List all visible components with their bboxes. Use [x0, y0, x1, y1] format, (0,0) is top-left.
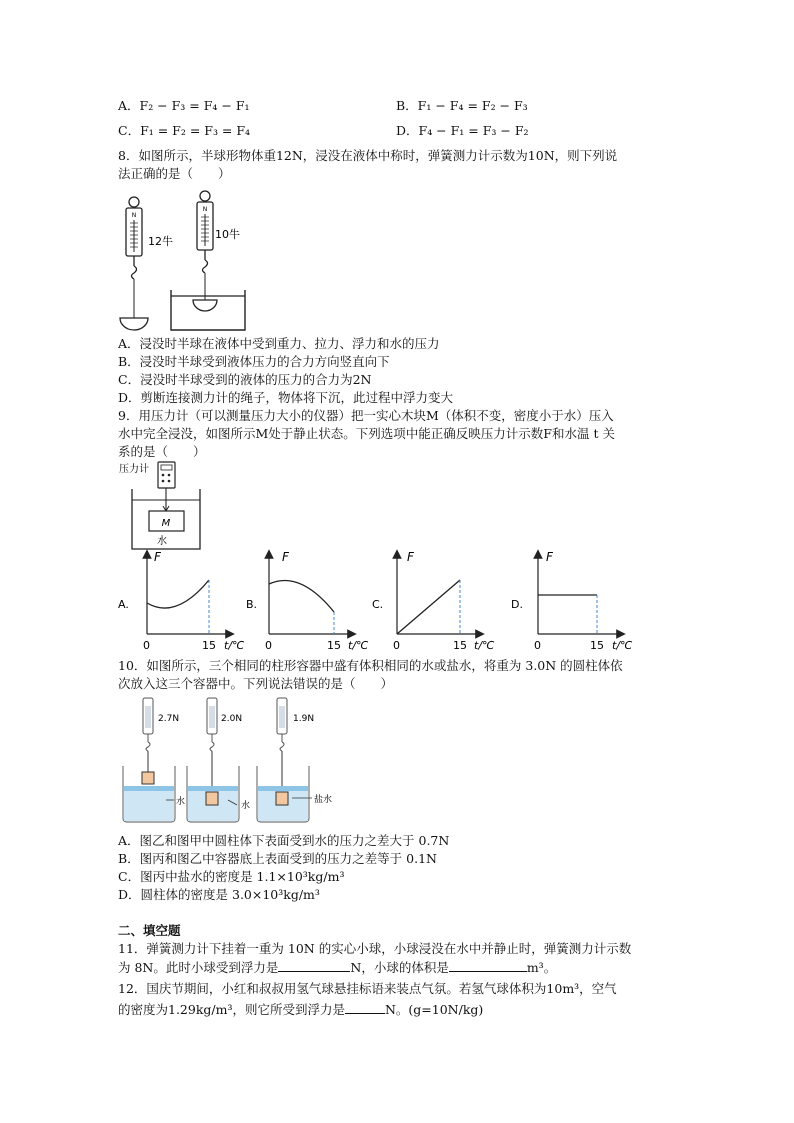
- q10-liquid-jia: 水: [176, 797, 186, 807]
- q11-blank-buoyancy[interactable]: [278, 958, 350, 972]
- q9-graph-d-tick0: 0: [534, 639, 541, 652]
- q9-stem-line1: 9．用压力计（可以测量压力大小的仪器）把一实心木块M（体积不变，密度小于水）压入: [118, 408, 614, 423]
- q8-right-label: 10牛: [215, 228, 240, 241]
- q8-option-a: A．浸没时半球在液体中受到重力、拉力、浮力和水的压力: [118, 336, 440, 351]
- q10-reading-jia: 2.7N: [158, 714, 180, 724]
- q10-liquid-bing: 盐水: [314, 795, 333, 805]
- q9-graph-d-ylabel: F: [546, 550, 553, 564]
- q9-graph-a: [118, 550, 245, 652]
- q9-graph-c-ylabel: F: [407, 550, 414, 564]
- q10-stem-line1: 10．如图所示，三个相同的柱形容器中盛有体积相同的水或盐水，将重为 3.0N 的圆柱体依: [118, 658, 623, 673]
- q9-graph-b-ylabel: F: [282, 550, 289, 564]
- q8-left-scale-letter: N: [131, 212, 137, 219]
- section2-title: 二、填空题: [118, 923, 181, 938]
- q10-reading-yi: 2.0N: [221, 714, 243, 724]
- q9-graph-b: [246, 550, 369, 652]
- q9-figure: [116, 460, 208, 552]
- q9-graph-d-tick15: 15: [590, 639, 604, 652]
- q10-option-a: A．图乙和图甲中圆柱体下表面受到水的压力之差大于 0.7N: [118, 833, 450, 848]
- q11-text-a: 为 8N。此时小球受到浮力是: [118, 960, 279, 975]
- q9-graph-c-tick15: 15: [453, 639, 467, 652]
- q10-liquid-yi: 水: [241, 801, 251, 811]
- q9-stem-line2: 水中完全浸没，如图所示M处于静止状态。下列选项中能正确反映压力计示数F和水温 t 关: [118, 426, 615, 441]
- q8-option-d: D．剪断连接测力计的绳子，物体将下沉，此过程中浮力变大: [118, 390, 454, 405]
- q9-block-label: M: [161, 518, 171, 529]
- q8-right-scale-letter: N: [202, 206, 208, 213]
- q12-line2: [118, 1000, 483, 1019]
- q9-graph-a-tick15: 15: [202, 639, 216, 652]
- q11-text-b: N，小球的体积是: [350, 960, 449, 975]
- q9-graph-a-ylabel: F: [154, 550, 161, 564]
- q8-stem-line2: 法正确的是（ ）: [118, 166, 231, 181]
- q9-graph-c-letter: C.: [372, 598, 384, 611]
- q9-graph-c-xlabel: t/℃: [474, 639, 495, 652]
- q11-line2: [118, 958, 556, 977]
- q10-option-c: C．图丙中盐水的密度是 1.1×10³kg/m³: [118, 869, 345, 884]
- q9-graph-a-letter: A.: [118, 598, 129, 611]
- q8-figure: [114, 186, 264, 334]
- q9-graphs: [116, 548, 656, 656]
- q9-graph-d-letter: D.: [511, 598, 523, 611]
- q9-graph-d-xlabel: t/℃: [612, 639, 633, 652]
- q9-graph-b-tick0: 0: [265, 639, 272, 652]
- q12-line1: 12．国庆节期间，小红和叔叔用氢气球悬挂标语来装点气氛。若氢气球体积为10m³，空气: [118, 981, 617, 996]
- q9-graph-a-tick0: 0: [143, 639, 150, 652]
- q10-setup-yi: [187, 698, 250, 826]
- q11-blank-volume[interactable]: [449, 958, 527, 972]
- q9-graph-d: [511, 550, 633, 652]
- q10-stem-line2: 次放入这三个容器中。下列说法错误的是（ ）: [118, 676, 394, 691]
- q9-graph-c: [372, 550, 495, 652]
- q8-left-label: 12牛: [148, 235, 173, 248]
- q10-setup-bing: [257, 698, 332, 826]
- q9-stem-line3: 系的是（ ）: [118, 444, 206, 459]
- q9-gauge-label: 压力计: [119, 464, 149, 475]
- q8-option-c: C．浸没时半球受到的液体的压力的合力为2N: [118, 372, 372, 387]
- q8-option-b: B．浸没时半球受到液体压力的合力方向竖直向下: [118, 354, 390, 369]
- q9-graph-b-xlabel: t/℃: [348, 639, 369, 652]
- q10-option-b: B．图丙和图乙中容器底上表面受到的压力之差等于 0.1N: [118, 851, 437, 866]
- q7-option-c: C．F₁ = F₂ = F₃ = F₄: [118, 123, 251, 138]
- q10-option-d: D．圆柱体的密度是 3.0×10³kg/m³: [118, 887, 320, 902]
- q12-text-b: N。(g=10N/kg): [384, 1002, 484, 1017]
- q12-blank-buoyancy[interactable]: [345, 1000, 385, 1014]
- q9-graph-a-xlabel: t/℃: [224, 639, 245, 652]
- q8-stem-line1: 8．如图所示，半球形物体重12N，浸没在液体中称时，弹簧测力计示数为10N，则下列说: [118, 148, 618, 163]
- q11-text-c: m³。: [526, 960, 557, 975]
- q10-reading-bing: 1.9N: [293, 714, 315, 724]
- q7-option-b: B．F₁ − F₄ = F₂ − F₃: [396, 98, 528, 113]
- q9-graph-b-letter: B.: [246, 598, 258, 611]
- q10-figure: [116, 694, 366, 826]
- q7-option-a: A．F₂ − F₃ = F₄ − F₁: [118, 98, 250, 113]
- q9-graph-c-tick0: 0: [393, 639, 400, 652]
- q11-line1: 11．弹簧测力计下挂着一重为 10N 的实心小球，小球浸没在水中并静止时，弹簧测力计示数: [118, 941, 632, 956]
- q9-graph-b-tick15: 15: [327, 639, 341, 652]
- q10-setup-jia: [123, 698, 185, 826]
- q7-option-d: D．F₄ − F₁ = F₃ − F₂: [396, 123, 529, 138]
- q12-text-a: 的密度为1.29kg/m³，则它所受到浮力是: [118, 1002, 345, 1017]
- q9-water-label: 水: [157, 536, 167, 547]
